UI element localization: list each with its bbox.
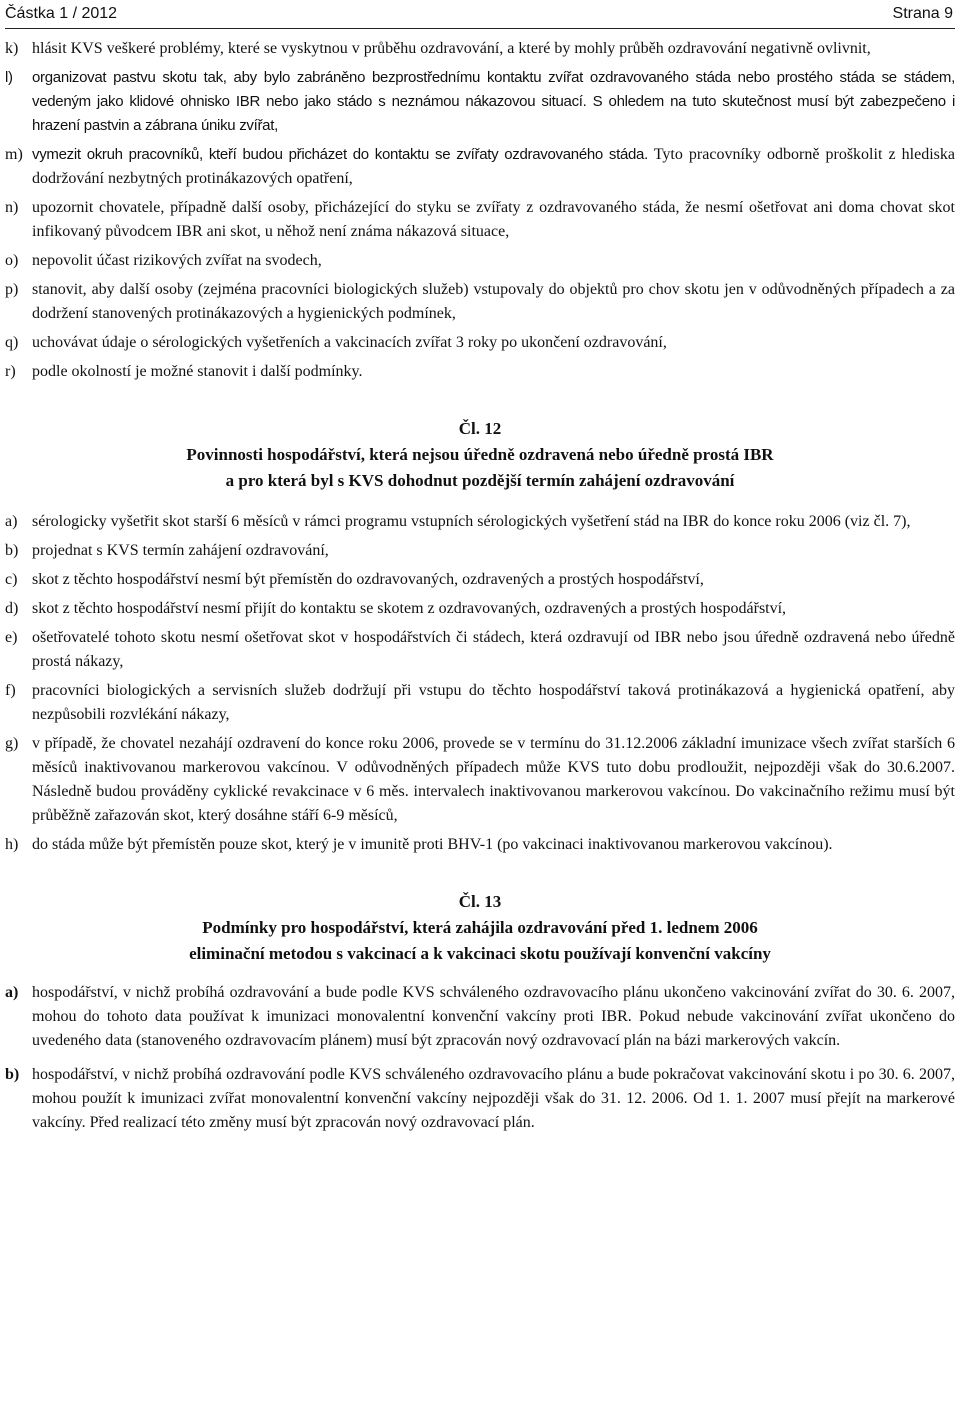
list-item-label: a) (5, 513, 18, 530)
list-item-text: skot z těchto hospodářství nesmí přijít do kontaktu se skotem z ozdravovaných, ozdravených a prostých hospodářství, (32, 600, 787, 617)
list-item-a (5, 510, 955, 534)
list-item-text: hlásit KVS veškeré problémy, které se vyskytnou v průběhu ozdravování, a které by mohly průběh ozdravování negativně ovlivnit, (32, 40, 871, 57)
list-item-text: skot z těchto hospodářství nesmí být přemístěn do ozdravovaných, ozdravených a prostých hospodářství, (32, 571, 704, 588)
list-item-text: vymezit okruh pracovníků, kteří budou přicházet do kontaktu se zvířaty ozdravovaného stáda. (32, 146, 648, 163)
list-item-m (5, 143, 955, 191)
list-item-text: nepovolit účast rizikových zvířat na svodech, (32, 252, 322, 269)
list-item-label: c) (5, 571, 18, 588)
list-item-l (5, 66, 955, 138)
list-item-c (5, 568, 955, 592)
list-item-text: v případě, že chovatel nezahájí ozdravení do konce roku 2006, provede se v termínu do 31.12.2006 základní imunizace všech zvířat starších 6 měsíců inaktivovanou markerovou vakcínou. V odůvodněných případech může KVS tuto dobu prodloužit, nejpozději však do 30.6.2007. Následně budou prováděny cyklické revakcinace v 6 měs. intervalech inaktivovanou markerovou vakcínou. Do vakcinačního režimu musí být průběžně zařazován skot, který dosáhne stáří 6-9 měsíců, (32, 735, 955, 824)
list-item-text: sérologicky vyšetřit skot starší 6 měsíců v rámci programu vstupních sérologických vyšetření stád na IBR do konce roku 2006 (viz čl. 7), (32, 513, 911, 530)
list-item-p (5, 278, 955, 326)
list-item-e (5, 626, 955, 674)
list-item-label: h) (5, 836, 19, 853)
page-number: Strana 9 (892, 5, 953, 22)
list-item-o (5, 249, 955, 273)
list-item-label: m) (5, 146, 23, 163)
list-item-text: hospodářství, v nichž probíhá ozdravování podle KVS schváleného ozdravovacího plánu a bude pokračovat vakcinování skotu i po 30. 6. 2007, mohou použít k imunizaci zvířat monovalentní konvenční vakcíny nejpozději však do 31. 12. 2006. Od 1. 1. 2007 musí přejít na markerové vakcíny. Před realizací této změny musí být zpracován nový ozdravovací plán. (32, 1066, 955, 1131)
list-item-k (5, 37, 955, 61)
list-item-text-continued: Tyto pracovníky odborně proškolit z hlediska dodržování nezbytných protinákazových opatření, (32, 146, 955, 187)
article-title-line2: eliminační metodou s vakcinací a k vakcinaci skotu používají konvenční vakcíny (189, 944, 771, 963)
page-header (5, 0, 955, 29)
list-item-r (5, 360, 955, 384)
list-item-label: f) (5, 682, 16, 699)
list-item-n (5, 196, 955, 244)
list-item-text: upozornit chovatele, případně další osoby, přicházející do styku se zvířaty z ozdravovaného stáda, že nesmí ošetřovat ani doma chovat skot infikovaný původcem IBR ani skot, u něhož není známa nákazová situace, (32, 199, 955, 240)
list-item-label: r) (5, 363, 16, 380)
issue-label: Částka 1 / 2012 (5, 5, 118, 22)
list-item-text: hospodářství, v nichž probíhá ozdravování a bude podle KVS schváleného ozdravovacího plánu ukončeno vakcinování zvířat do 30. 6. 2007, mohou do tohoto data používat k imunizaci monovalentní konvenční vakcíny proti IBR. Pokud nebude vakcinování zvířat ukončeno do uvedeného data (stanoveného ozdravovacím plánem) musí být zpracován nový ozdravovací plán na bázi markerových vakcín. (32, 984, 955, 1049)
list-item-text: organizovat pastvu skotu tak, aby bylo zabráněno bezprostřednímu kontaktu zvířat ozdravovaného stáda nebo prostého stáda se stádem, vedeným jako klidové ohnisko IBR nebo jako stádo s neznámou nákazovou situací. S ohledem na tuto skutečnost musí být zabezpečeno i hrazení pastvin a zábrana úniku zvířat, (32, 69, 955, 134)
list-item-g (5, 732, 955, 828)
article-13-heading (5, 889, 955, 967)
list-item-label: o) (5, 252, 19, 269)
list-item-label: q) (5, 334, 19, 351)
list-article-13 (5, 981, 955, 1135)
list-item-label: b) (5, 1066, 20, 1083)
article-12-heading (5, 416, 955, 494)
list-item-text: projednat s KVS termín zahájení ozdravování, (32, 542, 329, 559)
list-item-label: p) (5, 281, 19, 298)
list-item-text: uchovávat údaje o sérologických vyšetřeních a vakcinacích zvířat 3 roky po ukončení ozdravování, (32, 334, 667, 351)
list-item-q (5, 331, 955, 355)
list-item-label: d) (5, 600, 19, 617)
article-number: Čl. 13 (458, 892, 502, 911)
list-item-label: n) (5, 199, 19, 216)
list-item-text: pracovníci biologických a servisních služeb dodržují při vstupu do těchto hospodářství taková protinákazová a hygienická opatření, aby nezpůsobili rozvlékání nákazy, (32, 682, 955, 723)
list-item-f (5, 679, 955, 727)
list-item-d (5, 597, 955, 621)
list-item-label: b) (5, 542, 19, 559)
article-title-line1: Povinnosti hospodářství, která nejsou úředně ozdravená nebo úředně prostá IBR (186, 445, 774, 464)
list-item-b (5, 539, 955, 563)
list-item-label: a) (5, 984, 19, 1001)
article-title-line2: a pro která byl s KVS dohodnut pozdější termín zahájení ozdravování (225, 471, 735, 490)
list-item-label: l) (5, 69, 13, 86)
list-item-a (5, 981, 955, 1053)
list-item-h (5, 833, 955, 857)
list-item-label: e) (5, 629, 18, 646)
document-body (5, 37, 955, 1140)
article-title-line1: Podmínky pro hospodářství, která zahájila ozdravování před 1. lednem 2006 (202, 918, 758, 937)
list-item-text: stanovit, aby další osoby (zejména pracovníci biologických služeb) vstupovaly do objektů pro chov skotu jen v odůvodněných případech a za dodržení stanovených protinákazových a hygienických podmínek, (32, 281, 955, 322)
list-item-label: k) (5, 40, 19, 57)
article-number: Čl. 12 (458, 419, 502, 438)
list-item-text: ošetřovatelé tohoto skotu nesmí ošetřovat skot v hospodářstvích či stádech, která ozdravují od IBR nebo jsou úředně ozdravená nebo úředně prostá nákazy, (32, 629, 955, 670)
list-article-12 (5, 510, 955, 857)
list-item-b (5, 1063, 955, 1135)
list-item-label: g) (5, 735, 19, 752)
list-obligations-continued (5, 37, 955, 384)
list-item-text: podle okolností je možné stanovit i další podmínky. (32, 363, 363, 380)
list-item-text: do stáda může být přemístěn pouze skot, který je v imunitě proti BHV-1 (po vakcinaci inaktivovanou markerovou vakcínou). (32, 836, 833, 853)
